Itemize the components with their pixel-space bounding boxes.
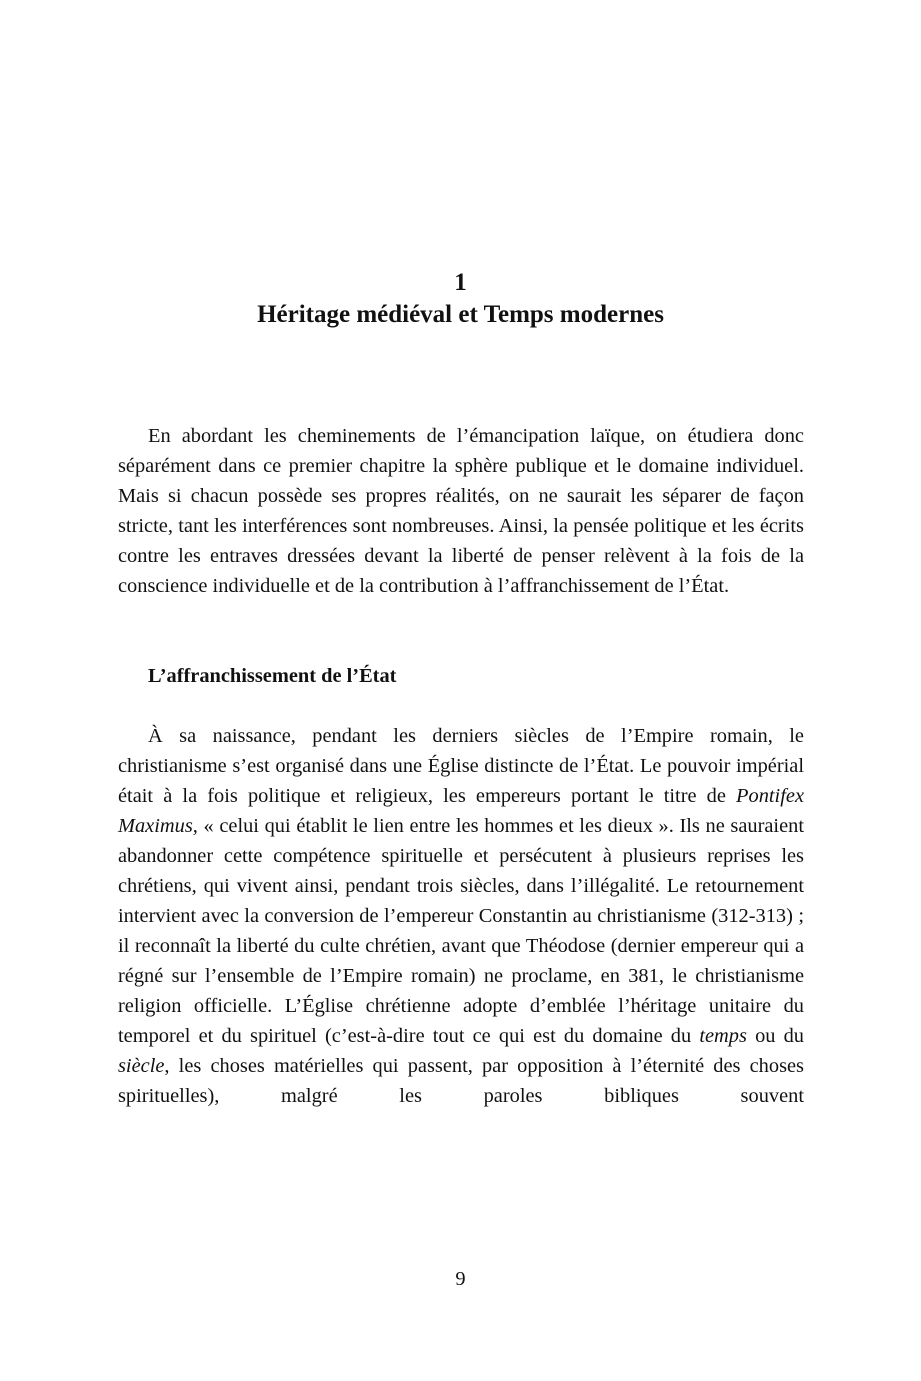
section-heading: L’affranchissement de l’État (148, 665, 397, 687)
paragraph-text: « celui qui établit le lien entre les hommes et les dieux ». Ils ne sauraient abandonner cette compétence spirituelle et persécutent à plusieurs reprises les chrétiens, qui vivent ainsi, pendant trois siècles, dans l’illégalité. Le retournement intervient avec la conversion de l’empereur Constantin au christianisme (312-313) ; il reconnaît la liberté du culte chrétien, avant que Théodose (dernier empereur qui a régné sur l’ensemble de l’Empire romain) ne proclame, en 381, le christianisme religion officielle. L’Église chrétienne adopte d’emblée l’héritage unitaire du temporel et du spirituel (c’est-à-dire tout ce qui est du domaine du (118, 815, 804, 1047)
paragraph-text: , les choses matérielles qui passent, par opposition à l’éternité des choses spirituelles), malgré les paroles bibliques souvent (118, 1055, 804, 1107)
page-number: 9 (455, 1268, 466, 1290)
italic-term: siècle (118, 1055, 165, 1077)
body-paragraph (118, 721, 804, 1111)
italic-term: temps (699, 1025, 747, 1047)
chapter-title: Héritage médiéval et Temps modernes (257, 301, 664, 328)
paragraph-text: ou du (746, 1025, 805, 1047)
chapter-number: 1 (454, 269, 467, 296)
paragraph-text: À sa naissance, pendant les derniers siècles de l’Empire romain, le christianisme s’est organisé dans une Église distincte de l’État. Le pouvoir impérial était à la fois politique et religieux, les empereurs portant le titre de (118, 725, 804, 807)
intro-paragraph: En abordant les cheminements de l’émancipation laïque, on étudiera donc séparément dans ce premier chapitre la sphère publique et le domaine individuel. Mais si chacun possède ses propres réalités, on ne saurait les séparer de façon stricte, tant les interférences sont nombreuses. Ainsi, la pensée politique et les écrits contre les entraves dressées devant la liberté de penser relèvent à la fois de la conscience individuelle et de la contribution à l’affranchissement de l’État. (118, 425, 804, 597)
italic-term: Pontifex Maximus, (118, 785, 804, 837)
